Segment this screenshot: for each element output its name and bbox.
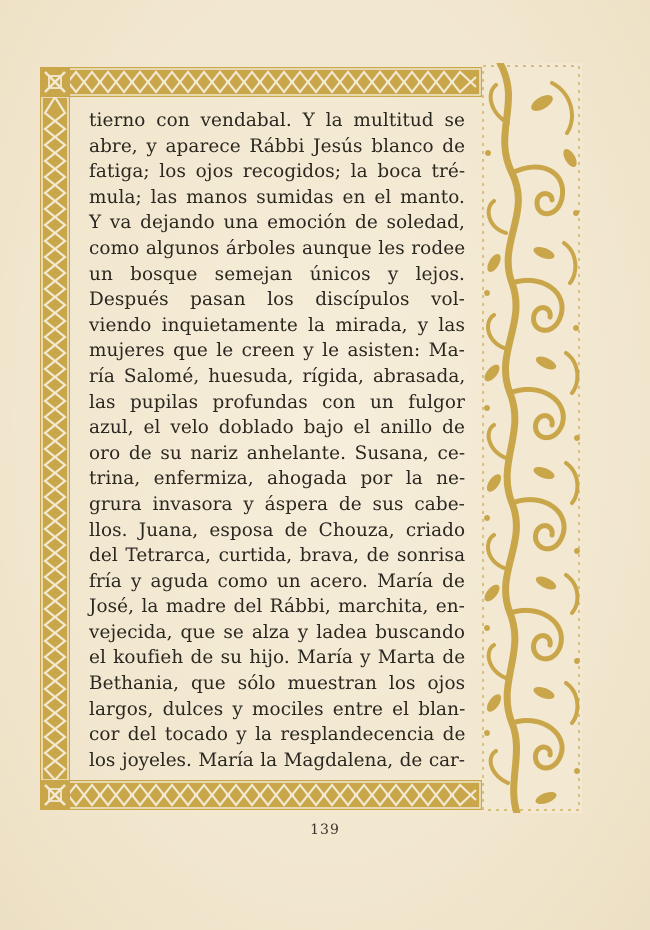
- text-line: vejecida, que se alza y ladea buscando: [89, 621, 465, 643]
- text-line: llos. Juana, esposa de Chouza, criado: [89, 519, 466, 541]
- text-line: ría Salomé, huesuda, rígida, abrasada,: [89, 365, 466, 387]
- corner-knot-top-left: [40, 67, 70, 97]
- text-line: las pupilas profundas con un fulgor: [89, 391, 465, 413]
- interlace-pattern-left: [40, 97, 70, 780]
- text-line: cor del tocado y la resplandecencia de: [89, 724, 466, 746]
- text-line: Bethania, que sólo muestran los ojos: [89, 673, 466, 695]
- page-number: 139: [310, 822, 340, 838]
- text-line: fría y aguda como un acero. María de: [89, 570, 465, 592]
- floral-vine-ornament: [482, 63, 582, 813]
- text-line: mula; las manos sumidas en el manto.: [89, 186, 465, 208]
- interlace-pattern-top: [40, 67, 482, 97]
- right-floral-border: [482, 63, 582, 813]
- corner-knot-bottom-left: [40, 780, 70, 810]
- text-line: abre, y aparece Rábbi Jesús blanco de: [89, 135, 466, 157]
- text-line: José, la madre del Rábbi, marchita, en-: [89, 596, 465, 618]
- text-line: grura invasora y áspera de sus cabe-: [89, 493, 465, 515]
- text-line: Después pasan los discípulos vol-: [89, 289, 465, 311]
- bottom-ornamental-border: [40, 780, 482, 810]
- text-line: el koufieh de su hijo. María y Marta de: [89, 647, 466, 669]
- left-ornamental-border: [40, 97, 70, 780]
- text-line: los joyeles. María la Magdalena, de car-: [89, 749, 465, 771]
- interlace-pattern-bottom: [40, 780, 482, 810]
- text-line: viendo inquietamente la mirada, y las: [89, 314, 465, 336]
- body-text: [89, 108, 465, 773]
- top-ornamental-border: [40, 67, 482, 97]
- text-line: un bosque semejan únicos y lejos.: [89, 263, 465, 285]
- text-line: Y va dejando una emoción de soledad,: [89, 212, 465, 234]
- text-line: fatiga; los ojos recogidos; la boca tré-: [89, 161, 466, 183]
- text-line: trina, enfermiza, ahogada por la ne-: [89, 468, 466, 490]
- text-line: mujeres que le creen y le asisten: Ma-: [89, 340, 465, 362]
- text-line: como algunos árboles aunque les rodee: [89, 237, 466, 259]
- text-line: azul, el velo doblado bajo el anillo de: [89, 417, 465, 439]
- text-line: tierno con vendabal. Y la multitud se: [89, 110, 465, 131]
- text-line: oro de su nariz anhelante. Susana, ce-: [89, 442, 466, 464]
- text-line: largos, dulces y mociles entre el blan-: [89, 698, 466, 720]
- text-line: del Tetrarca, curtida, brava, de sonrisa: [89, 545, 466, 567]
